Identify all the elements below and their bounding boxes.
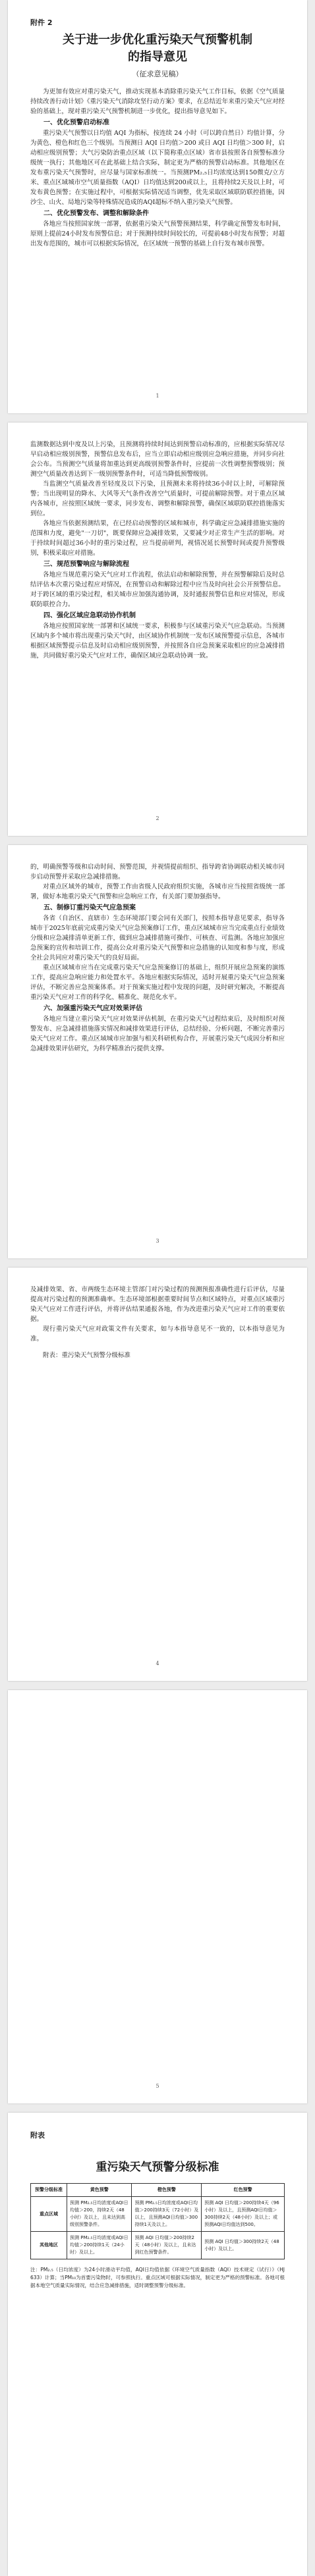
page-number: 5	[156, 2083, 159, 2089]
section-heading-4: 四、强化区域应急联动协作机制	[43, 612, 136, 619]
paragraph: 重污染天气预警以日均值 AQI 为指标，按连续 24 小时（可以跨自然日）均值计算，分为黄色、橙色和红色三个级别。当预测日 AQI 日均值＞200 或日 AQI 日均值＞300 时，启动相应级别预警；大气污染防治重点区域（以下简称重点区域）省市县按照各自预警标准分级统一执行；其他地区可在此基础上结合实际，制定更为严格的预警启动标准。其他地区在发布重污染天气预警时，应尽量与国家标准统一。当预测PM₂.₅日均浓度达到150微克/立方米、重点区域城市空气质量指数（AQI）日均值达到200或以上，且将持续2天及以上时，可发布黄色预警；在实施过程中，可根据实际情况适当调整，优先采取区域联防联控措施，因沙尘、山火、局地污染等特殊情况造成的AQI超标不纳入重污染天气预警。	[30, 130, 285, 206]
table-cell-orange: 预测 AQI 日均值＞200持续2天（48小时）及以上，且未达到红色预警条件。	[132, 2232, 202, 2259]
page-6	[8, 2113, 307, 2576]
paragraph: 各省（自治区、直辖市）生态环境部门要会同有关部门，按照本指导意见要求，指导各城市于2025年底前完成重污染天气应急预案修订工作，重点区域城市应当完成重点行业绩效分级和应急减排清单更新工作，做到应急减排措施可操作、可核查、可监测。各地应加强应急预案的宣传和培训工作，提高公众对重污染天气预警和应急措施的认知度和参与度，形成全社会共同应对重污染天气的良好局面。	[30, 915, 285, 962]
page-2	[8, 423, 307, 836]
table-header-cell: 预警分级标准	[31, 2184, 67, 2197]
table-row	[31, 2197, 285, 2232]
attachment-label: 附件 2	[30, 18, 53, 27]
document-subtitle: （征求意见稿）	[132, 70, 183, 78]
appendix-label: 附表	[30, 2131, 45, 2140]
table-header-cell: 红色预警	[202, 2184, 285, 2197]
page-number: 4	[156, 1661, 159, 1666]
section-heading-2: 二、优化预警发布、调整和解除条件	[43, 210, 149, 217]
table-header-cell: 黄色预警	[67, 2184, 132, 2197]
paragraph: 重点区域城市应当在完成重污染天气应急预案修订的基础上，组织开展应急预案的演练工作，提高应急响应能力和处置水平。各地应根据实际情况，适时开展重污染天气应急预案评估，不断完善应急预案体系。对于预案实施过程中发现的问题，及时研究解决，不断提高重污染天气应对工作的科学化、精准化、规范化水平。	[30, 964, 285, 1001]
paragraph: 的，明确预警等级和启动时间、预警范围，并视情提前组织、指导跨省协调联动相关城市同步启动预警并采取应急减排措施。	[30, 863, 285, 881]
table-header-row	[31, 2184, 285, 2197]
warning-level-table	[30, 2183, 285, 2259]
table-cell-yellow: 预测 PM₂.₅日均浓度或AQI日均值＞200持续1天（24小时）及以上。	[67, 2232, 132, 2259]
paragraph: 及减排效果、省、市两级生态环境主管部门对污染过程的预测预报准确性进行后评估，尽量提高对污染过程的预测准确率。生态环境部根据重要时间节点和区域特点，对重点区域重污染天气应对工作进行评估，并将评估结果通报各地，作为改进重污染天气应对工作的重要依据。	[30, 1286, 285, 1323]
table-cell-red: 预测 AQI 日均值＞200持续4天（96小时）及以上，且预测AQI日均值＞300持续2天（48小时）及以上；或预测AQI日均值达到500。	[202, 2197, 285, 2232]
section-heading-3: 三、规范预警响应与解除流程	[43, 561, 129, 568]
paragraph: 现行重污染天气应对政策文件有关要求，如与本指导意见不一致的，以本指导意见为准。	[30, 1326, 285, 1343]
page-1	[8, 0, 307, 413]
table-row	[31, 2232, 285, 2259]
table-cell-level: 重点区域	[31, 2197, 67, 2232]
page-3	[8, 845, 307, 1258]
table-header-cell: 橙色预警	[132, 2184, 202, 2197]
document-title-line1: 关于进一步优化重污染天气预警机制	[63, 33, 252, 47]
page-4	[8, 1268, 307, 1681]
paragraph: 各地应当按照国家统一部署，依据重污染天气预警预测结果，科学确定预警发布时间，原则上提前24小时发布预警信息；对于预测持续时间较长的，可提前48小时发布预警；对超出发布范围的，城市可以根据实际情况，在区域统一预警的基础上自行发布城市预警。	[30, 220, 285, 247]
table-cell-yellow: 预测 PM₂.₅日均浓度或AQI日均值＞200，持续2天（48小时）及以上，且未达到高级别预警条件。	[67, 2197, 132, 2232]
table-cell-orange: 预测 PM₂.₅日均浓度或AQI日均值＞200持续3天（72小时）及以上，且预测AQI日均值＞300持续1天及以上。	[132, 2197, 202, 2232]
table-footnote: 注：PM₂.₅（日均浓度）为24小时滑动平均值，AQI日均值依据《环境空气质量指数（AQI）技术规定（试行）》（HJ 633）计算；当PM₁₀为首要污染物时，可参照执行。重点区域可根据实际情况，制定更为严格的预警标准。各地可根据本地空气质量实际情况，结合应急减排措施，适时调整预警分级标准。	[30, 2267, 285, 2288]
paragraph: 各地应按照国家统一部署和区域统一要求，积极参与区域重污染天气应急联动。当预测区域内多个城市将出现重污染天气时，由区域协作机制统一发布区域预警提示信息，各城市根据区域预警提示信息及时启动相应级别预警，并按照各自应急预案采取相应的应急减排措施，共同做好重污染天气应对工作，确保区域应急联动协调一致。	[30, 623, 285, 659]
appendix-reference: 附表：重污染天气预警分级标准	[43, 1352, 131, 1359]
section-heading-5: 五、制修订重污染天气应急预案	[43, 904, 136, 912]
page-number: 1	[156, 393, 159, 399]
table-cell-red: 预测 AQI 日均值＞300持续2天（48小时）及以上。	[202, 2232, 285, 2259]
table-title: 重污染天气预警分级标准	[96, 2161, 219, 2174]
section-heading-6: 六、加强重污染天气应对效果评估	[43, 1005, 142, 1012]
paragraph: 监测数据达到中度及以上污染，且预测将持续时间达到预警启动标准的，应根据实际情况尽早启动相应级别预警，预警信息发布后，应当立即启动相应级别应急响应措施，并同步向社会公布。当预测空气质量将加重达到更高级别预警条件时，应提前一次性调整预警级别；预测空气质量改善达到下一级别预警条件时，可适当降低预警级别。	[30, 441, 285, 478]
page-5	[8, 1690, 307, 2103]
page-number: 3	[156, 1238, 159, 1244]
document-title-line2: 的指导意见	[128, 50, 187, 64]
page-number: 2	[156, 815, 159, 821]
table-cell-level: 其他地区	[31, 2232, 67, 2259]
section-heading-1: 一、优化预警启动标准	[43, 119, 109, 126]
paragraph: 各地应当规范重污染天气应对工作流程，依法启动和解除预警，并在预警解除后及时总结评估本次重污染过程应对情况，在预警启动和解除过程中应当及时向社会公开预警信息。对于跨区域的重污染过程，相关城市应加强沟通协调，及时通报预警信息和应对情况，形成联防联控合力。	[30, 571, 285, 608]
paragraph: 各地应当建立重污染天气应对效果评估机制，在重污染天气过程结束后，及时组织对预警发布、应急减排措施落实情况和减排效果进行评估，总结经验、分析问题，不断完善重污染天气应对工作。重点区域城市应加强与相关科研机构合作，开展重污染天气成因分析和应急减排效果评估研究，为科学精准治污提供支撑。	[30, 1016, 285, 1052]
paragraph: 对重点区域外的城市，预警工作由省级人民政府组织实施，各城市应当按照省级统一部署，做好本地重污染天气预警和应急响应工作，有关部门要加强指导。	[30, 883, 285, 900]
paragraph: 各地应当依据预测结果，在已经启动预警的区域和城市，科学确定应急减排措施实施的范围和力度，避免"一刀切"，既要保障应急减排效果，又要减少对正常生产生活的影响。对于持续时间超过36小时的重污染过程，应当提前研判，视情况延长预警时间或提升预警级别，积极采取应对措施。	[30, 520, 285, 557]
paragraph: 为更加有效应对重污染天气，推动实现基本消除重污染天气工作目标，依据《空气质量持续改善行动计划》《重污染天气消除攻坚行动方案》要求，在总结近年来重污染天气应对经验的基础上，现对重污染天气预警机制进一步优化，提出指导意见如下。	[30, 88, 285, 115]
paragraph: 当监测空气质量改善至轻度及以下污染，且预测未来将持续36小时以上时，可解除预警；当出现明显的降水、大风等天气条件改善空气质量时，可提前解除预警。对于重点区域内各城市，应按照区域统一要求，同步发布、调整和解除预警，确保区域联防联控措施落实到位。	[30, 480, 285, 517]
